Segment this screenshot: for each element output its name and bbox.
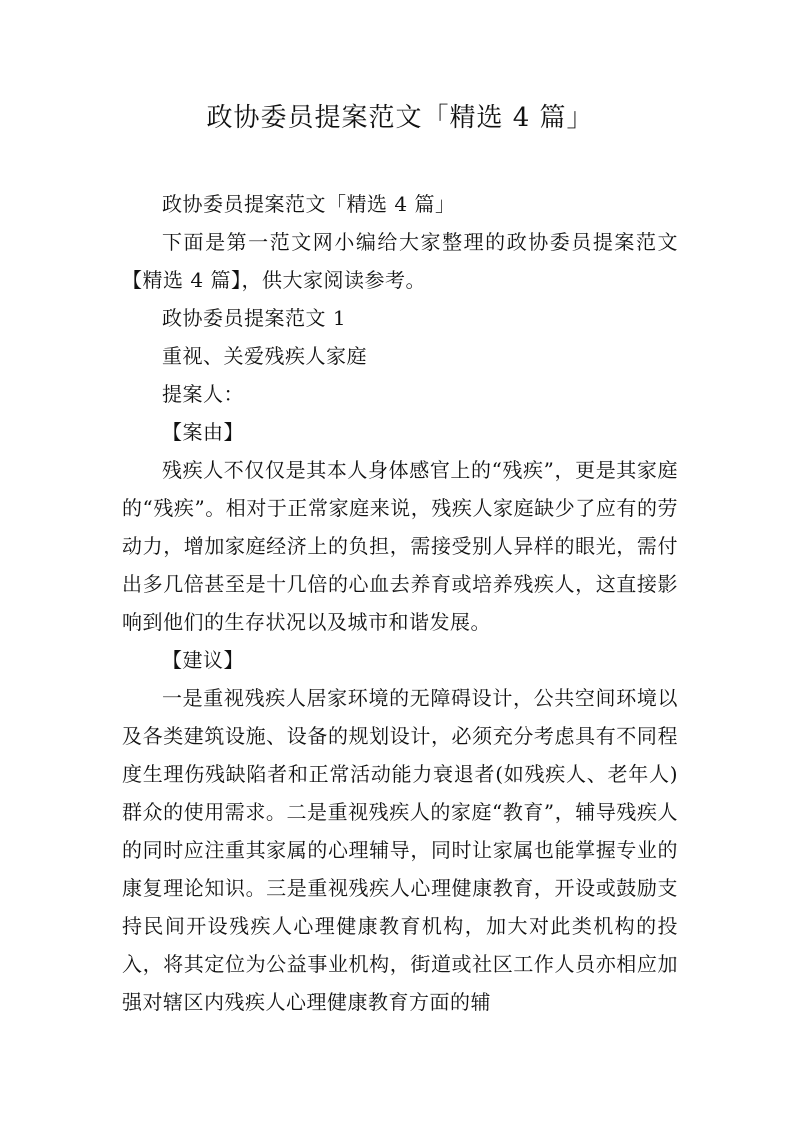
paragraph-reason-heading: 【案由】 [162, 420, 244, 444]
paragraph-reason: 残疾人不仅仅是其本人身体感官上的“残疾”，更是其家庭的“残疾”。相对于正常家庭来说，残疾人家庭缺少了应有的劳动力，增加家庭经济上的负担，需接受别人异样的眼光，需付出多几倍甚至是十几倍的心血去养育或培养残疾人，这直接影响到他们的生存状况以及城市和谐发展。 [122, 458, 678, 634]
document-body [122, 185, 678, 1021]
paragraph-proposal-title: 重视、关爱残疾人家庭 [162, 344, 367, 368]
paragraph-intro-title: 政协委员提案范文「精选 4 篇」 [162, 192, 456, 216]
paragraph-suggestion-heading: 【建议】 [162, 648, 244, 672]
paragraph-intro: 下面是第一范文网小编给大家整理的政协委员提案范文【精选 4 篇】，供大家阅读参考。 [122, 230, 678, 292]
paragraph-section-heading: 政协委员提案范文 1 [162, 306, 347, 330]
document-title: 政协委员提案范文「精选 4 篇」 [206, 103, 594, 133]
paragraph-proposer: 提案人： [162, 382, 244, 406]
paragraph-suggestion: 一是重视残疾人居家环境的无障碍设计，公共空间环境以及各类建筑设施、设备的规划设计，必须充分考虑具有不同程度生理伤残缺陷者和正常活动能力衰退者(如残疾人、老年人)群众的使用需求。二是重视残疾人的家庭“教育”，辅导残疾人的同时应注重其家属的心理辅导，同时让家属也能掌握专业的康复理论知识。三是重视残疾人心理健康教育，开设或鼓励支持民间开设残疾人心理健康教育机构，加大对此类机构的投入，将其定位为公益事业机构，街道或社区工作人员亦相应加强对辖区内残疾人心理健康教育方面的辅 [122, 686, 678, 1014]
